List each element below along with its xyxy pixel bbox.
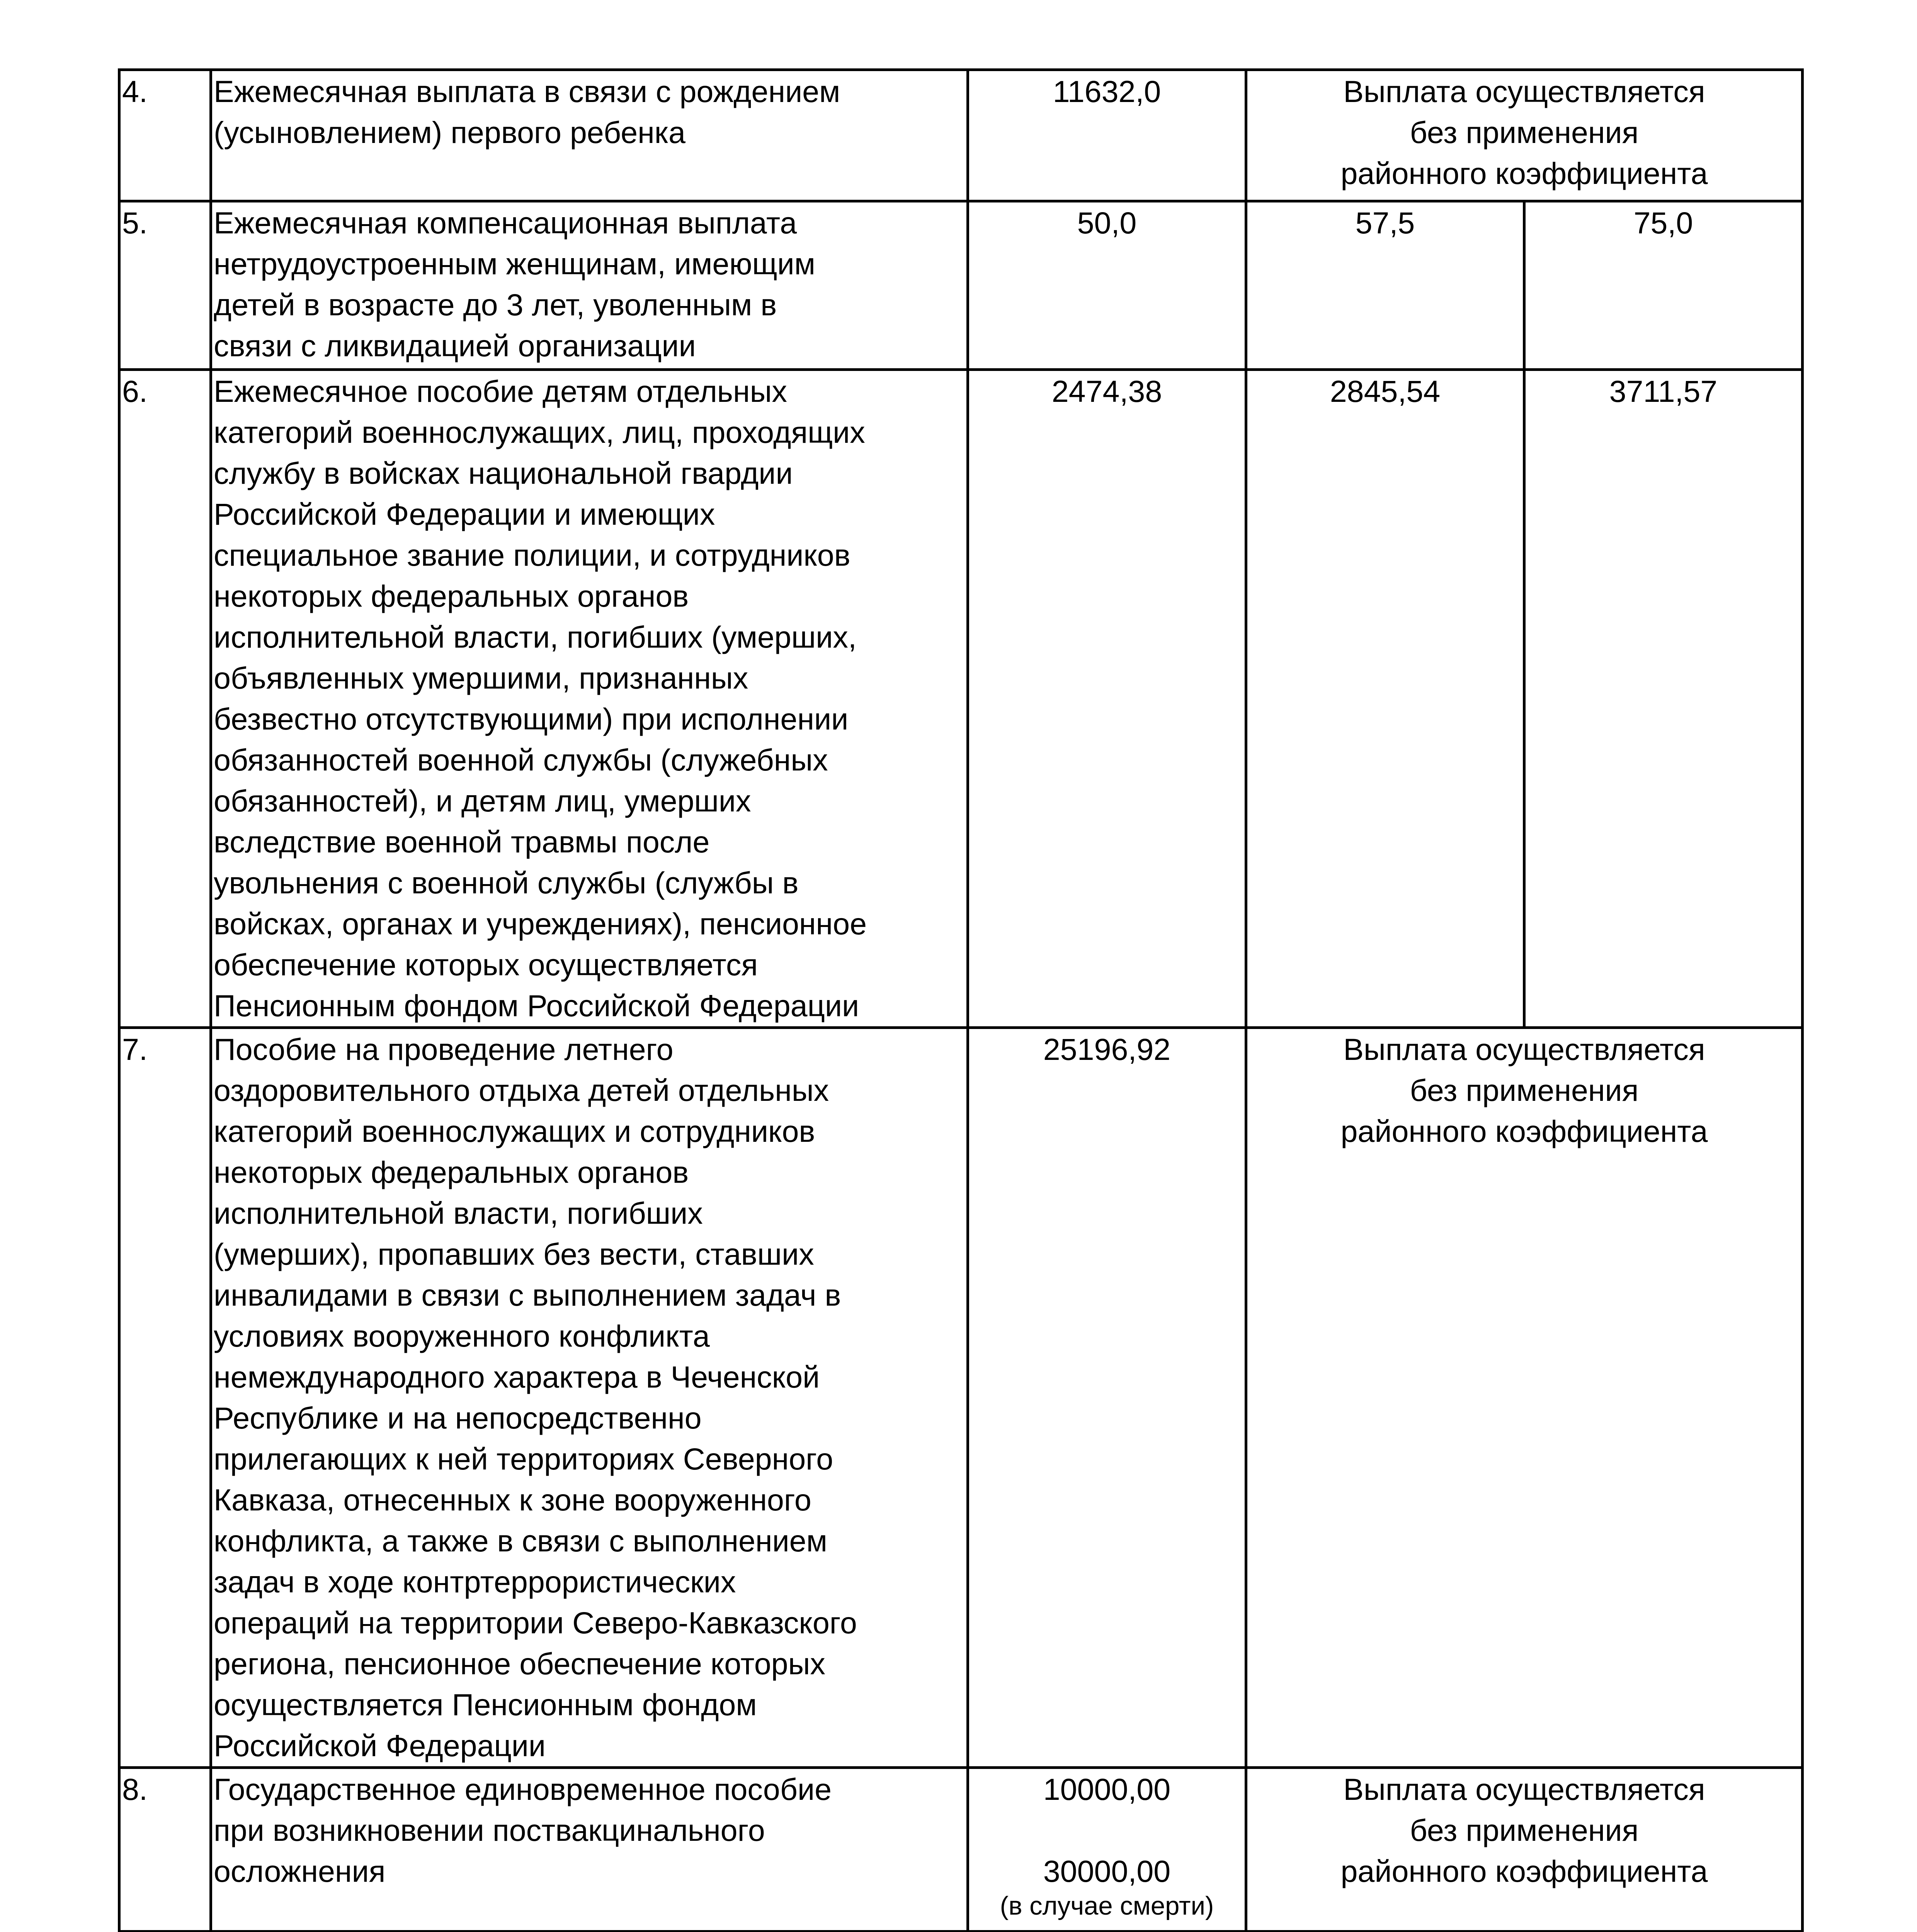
amount-value: 10000,00 xyxy=(1043,1772,1171,1806)
description-line: (умерших), пропавших без вести, ставших xyxy=(214,1237,814,1271)
description-line: Пособие на проведение летнего xyxy=(214,1032,674,1066)
note-line: без применения xyxy=(1410,115,1639,150)
description-line: категорий военнослужащих, лиц, проходящих xyxy=(214,415,865,449)
description-line: прилегающих к ней территориях Северного xyxy=(214,1442,833,1476)
description-line: Ежемесячное пособие детям отдельных xyxy=(214,374,787,408)
description-line: категорий военнослужащих и сотрудников xyxy=(214,1114,815,1148)
description-line: Республике и на непосредственно xyxy=(214,1401,702,1435)
description-line: Пенсионным фондом Российской Федерации xyxy=(214,988,859,1023)
description-line: некоторых федеральных органов xyxy=(214,579,689,613)
description-line: детей в возрасте до 3 лет, уволенным в xyxy=(214,287,777,322)
spacer-line xyxy=(971,1810,1243,1851)
description-line: осуществляется Пенсионным фондом xyxy=(214,1687,757,1722)
row-description xyxy=(211,1028,968,1768)
row-description xyxy=(211,70,968,201)
description-line: объявленных умершими, признанных xyxy=(214,661,748,695)
row-description xyxy=(211,370,968,1028)
description-line: специальное звание полиции, и сотрудников xyxy=(214,538,850,572)
note-line: Выплата осуществляется xyxy=(1343,1032,1705,1066)
amount-cell: 57,5 xyxy=(1246,201,1524,370)
description-line: условиях вооруженного конфликта xyxy=(214,1319,710,1353)
amount-cell: 2845,54 xyxy=(1246,370,1524,1028)
description-line: Ежемесячная выплата в связи с рождением xyxy=(214,74,840,109)
description-line: связи с ликвидацией организации xyxy=(214,328,696,363)
description-line: Российской Федерации xyxy=(214,1728,546,1763)
note-line: районного коэффициента xyxy=(1340,1114,1708,1148)
description-line: операций на территории Северо-Кавказского xyxy=(214,1605,857,1640)
amount-cell: 25196,92 xyxy=(968,1028,1246,1768)
description-line: конфликта, а также в связи с выполнением xyxy=(214,1524,827,1558)
note-line: без применения xyxy=(1410,1073,1639,1107)
description-line: службу в войсках национальной гвардии xyxy=(214,456,793,490)
description-line: при возникновении поствакцинального xyxy=(214,1813,765,1847)
note-line: без применения xyxy=(1410,1813,1639,1847)
description-line: региона, пенсионное обеспечение которых xyxy=(214,1646,825,1681)
description-line: Кавказа, отнесенных к зоне вооруженного xyxy=(214,1483,811,1517)
description-line: обязанностей военной службы (служебных xyxy=(214,743,828,777)
description-line: Государственное единовременное пособие xyxy=(214,1772,832,1806)
benefits-table xyxy=(118,68,1804,1932)
note-line: районного коэффициента xyxy=(1340,156,1708,190)
amount-cell: 75,0 xyxy=(1524,201,1803,370)
amount-cell: 2474,38 xyxy=(968,370,1246,1028)
row-number: 6. xyxy=(119,370,211,1028)
description-line: исполнительной власти, погибших (умерших, xyxy=(214,620,857,654)
table-row xyxy=(119,1028,1803,1768)
row-number: 7. xyxy=(119,1028,211,1768)
description-line: (усыновлением) первого ребенка xyxy=(214,115,685,150)
amount-cell: 50,0 xyxy=(968,201,1246,370)
description-line: некоторых федеральных органов xyxy=(214,1155,689,1189)
note-line: Выплата осуществляется xyxy=(1343,1772,1705,1806)
description-line: инвалидами в связи с выполнением задач в xyxy=(214,1278,841,1312)
table-row xyxy=(119,70,1803,201)
note-line: Выплата осуществляется xyxy=(1343,74,1705,109)
row-number: 8. xyxy=(119,1768,211,1932)
row-number: 4. xyxy=(119,70,211,201)
amount-value-death: 30000,00 xyxy=(1043,1854,1171,1888)
description-line: Российской Федерации и имеющих xyxy=(214,497,715,531)
amount-condition: (в случае смерти) xyxy=(1000,1891,1214,1920)
description-line: немеждународного характера в Чеченской xyxy=(214,1360,820,1394)
description-line: задач в ходе контртеррористических xyxy=(214,1565,736,1599)
amount-cell xyxy=(968,1768,1246,1932)
description-line: Ежемесячная компенсационная выплата xyxy=(214,206,797,240)
note-line: районного коэффициента xyxy=(1340,1854,1708,1888)
description-line: исполнительной власти, погибших xyxy=(214,1196,703,1230)
description-line: вследствие военной травмы после xyxy=(214,825,710,859)
table-row xyxy=(119,370,1803,1028)
description-line: обеспечение которых осуществляется xyxy=(214,947,758,982)
note-cell xyxy=(1246,1768,1803,1932)
note-cell xyxy=(1246,1028,1803,1768)
table-row xyxy=(119,1768,1803,1932)
description-line: оздоровительного отдыха детей отдельных xyxy=(214,1073,829,1107)
row-description xyxy=(211,201,968,370)
description-line: нетрудоустроенным женщинам, имеющим xyxy=(214,247,815,281)
row-description xyxy=(211,1768,968,1932)
note-cell xyxy=(1246,70,1803,201)
description-line: безвестно отсутствующими) при исполнении xyxy=(214,702,849,736)
amount-cell: 3711,57 xyxy=(1524,370,1803,1028)
description-line: увольнения с военной службы (службы в xyxy=(214,866,799,900)
row-number: 5. xyxy=(119,201,211,370)
amount-cell: 11632,0 xyxy=(968,70,1246,201)
description-line: обязанностей), и детям лиц, умерших xyxy=(214,784,751,818)
description-line: осложнения xyxy=(214,1854,386,1888)
table-row xyxy=(119,201,1803,370)
description-line: войсках, органах и учреждениях), пенсионное xyxy=(214,906,867,941)
